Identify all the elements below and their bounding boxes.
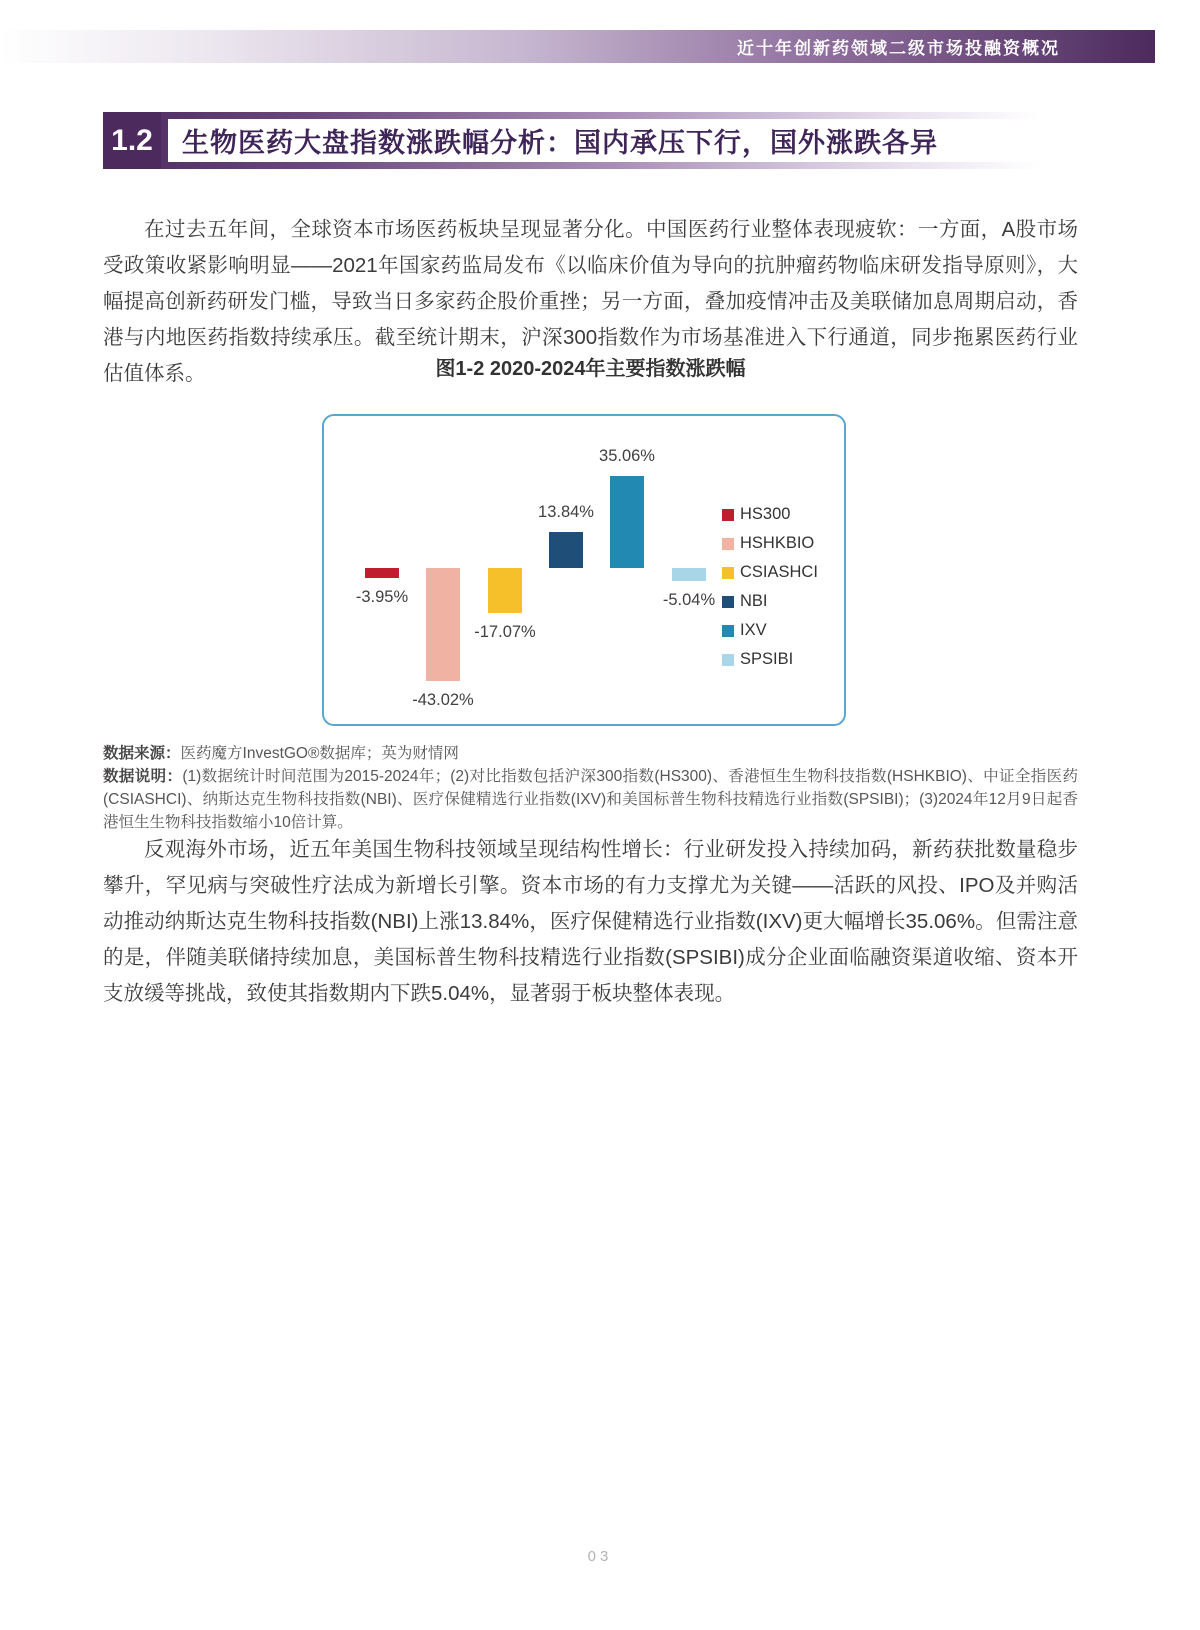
data-description-text: (1)数据统计时间范围为2015-2024年；(2)对比指数包括沪深300指数(HS300)、香港恒生生物科技指数(HSHKBIO)、中证全指医药(CSIASHCI)、纳斯达克生物科技指数(NBI)、医疗保健精选行业指数(IXV)和美国标普生物科技精选行业指数(SPSIBI)；(3)2024年12月9日起香港恒生生物科技指数缩小10倍计算。 xyxy=(103,768,1078,831)
legend-item-NBI xyxy=(722,587,818,616)
legend-label: CSIASHCI xyxy=(740,563,818,581)
legend-swatch-icon xyxy=(722,509,734,521)
legend-label: HS300 xyxy=(740,505,791,523)
bar-IXV xyxy=(610,476,644,568)
bar-HS300 xyxy=(365,568,399,578)
bar-SPSIBI xyxy=(672,568,706,581)
bar-value-label-IXV: 35.06% xyxy=(599,447,655,465)
data-description-note xyxy=(103,765,1078,834)
legend-item-HSHKBIO xyxy=(722,529,818,558)
data-source-note xyxy=(103,742,1078,765)
bar-value-label-SPSIBI: -5.04% xyxy=(662,591,716,609)
paragraph-2: 反观海外市场，近五年美国生物科技领域呈现结构性增长：行业研发投入持续加码，新药获批数量稳步攀升，罕见病与突破性疗法成为新增长引擎。资本市场的有力支撑尤为关键——活跃的风投、IPO及并购活动推动纳斯达克生物科技指数(NBI)上涨13.84%，医疗保健精选行业指数(IXV)更大幅增长35.06%。但需注意的是，伴随美联储持续加息，美国标普生物科技精选行业指数(SPSIBI)成分企业面临融资渠道收缩、资本开支放缓等挑战，致使其指数期内下跌5.04%，显著弱于板块整体表现。 xyxy=(103,838,1078,1005)
section-title-box xyxy=(168,119,1036,162)
legend-swatch-icon xyxy=(722,567,734,579)
legend-label: HSHKBIO xyxy=(740,534,815,552)
legend-item-IXV xyxy=(722,616,818,645)
chart-legend xyxy=(722,500,818,674)
paragraph-1: 在过去五年间，全球资本市场医药板块呈现显著分化。中国医药行业整体表现疲软：一方面，A股市场受政策收紧影响明显——2021年国家药监局发布《以临床价值为导向的抗肿瘤药物临床研发指导原则》，大幅提高创新药研发门槛，导致当日多家药企股价重挫；另一方面，叠加疫情冲击及美联储加息周期启动，香港与内地医药指数持续承压。截至统计期末，沪深300指数作为市场基准进入下行通道，同步拖累医药行业估值体系。 xyxy=(103,218,1078,385)
data-description-label: 数据说明： xyxy=(103,768,183,785)
data-source-text: 医药魔方InvestGO®数据库；英为财情网 xyxy=(180,745,459,762)
bar-value-label-HSHKBIO: -43.02% xyxy=(412,691,474,709)
page-number: 03 xyxy=(587,1548,613,1565)
section-header xyxy=(103,112,1040,169)
bar-HSHKBIO xyxy=(426,568,460,681)
bar-value-label-NBI: 13.84% xyxy=(538,503,594,521)
legend-swatch-icon xyxy=(722,625,734,637)
legend-label: IXV xyxy=(740,621,767,639)
section-title: 生物医药大盘指数涨跌幅分析：国内承压下行，国外涨跌各异 xyxy=(182,128,938,158)
bar-NBI xyxy=(549,532,583,568)
legend-item-CSIASHCI xyxy=(722,558,818,587)
page-header-bar xyxy=(0,30,1155,63)
data-source-label: 数据来源： xyxy=(103,745,181,762)
page-header-title: 近十年创新药领域二级市场投融资概况 xyxy=(737,39,1060,58)
legend-label: SPSIBI xyxy=(740,650,794,668)
bar-chart xyxy=(322,414,846,726)
legend-swatch-icon xyxy=(722,596,734,608)
legend-swatch-icon xyxy=(722,538,734,550)
section-number: 1.2 xyxy=(103,112,161,169)
legend-item-SPSIBI xyxy=(722,645,818,674)
legend-item-HS300 xyxy=(722,500,818,529)
legend-label: NBI xyxy=(740,592,768,610)
bar-value-label-CSIASHCI: -17.07% xyxy=(474,623,536,641)
chart-footnotes xyxy=(103,742,1078,834)
bar-value-label-HS300: -3.95% xyxy=(355,588,409,606)
chart-caption: 图1-2 2020-2024年主要指数涨跌幅 xyxy=(435,358,746,380)
legend-swatch-icon xyxy=(722,654,734,666)
bar-CSIASHCI xyxy=(488,568,522,613)
